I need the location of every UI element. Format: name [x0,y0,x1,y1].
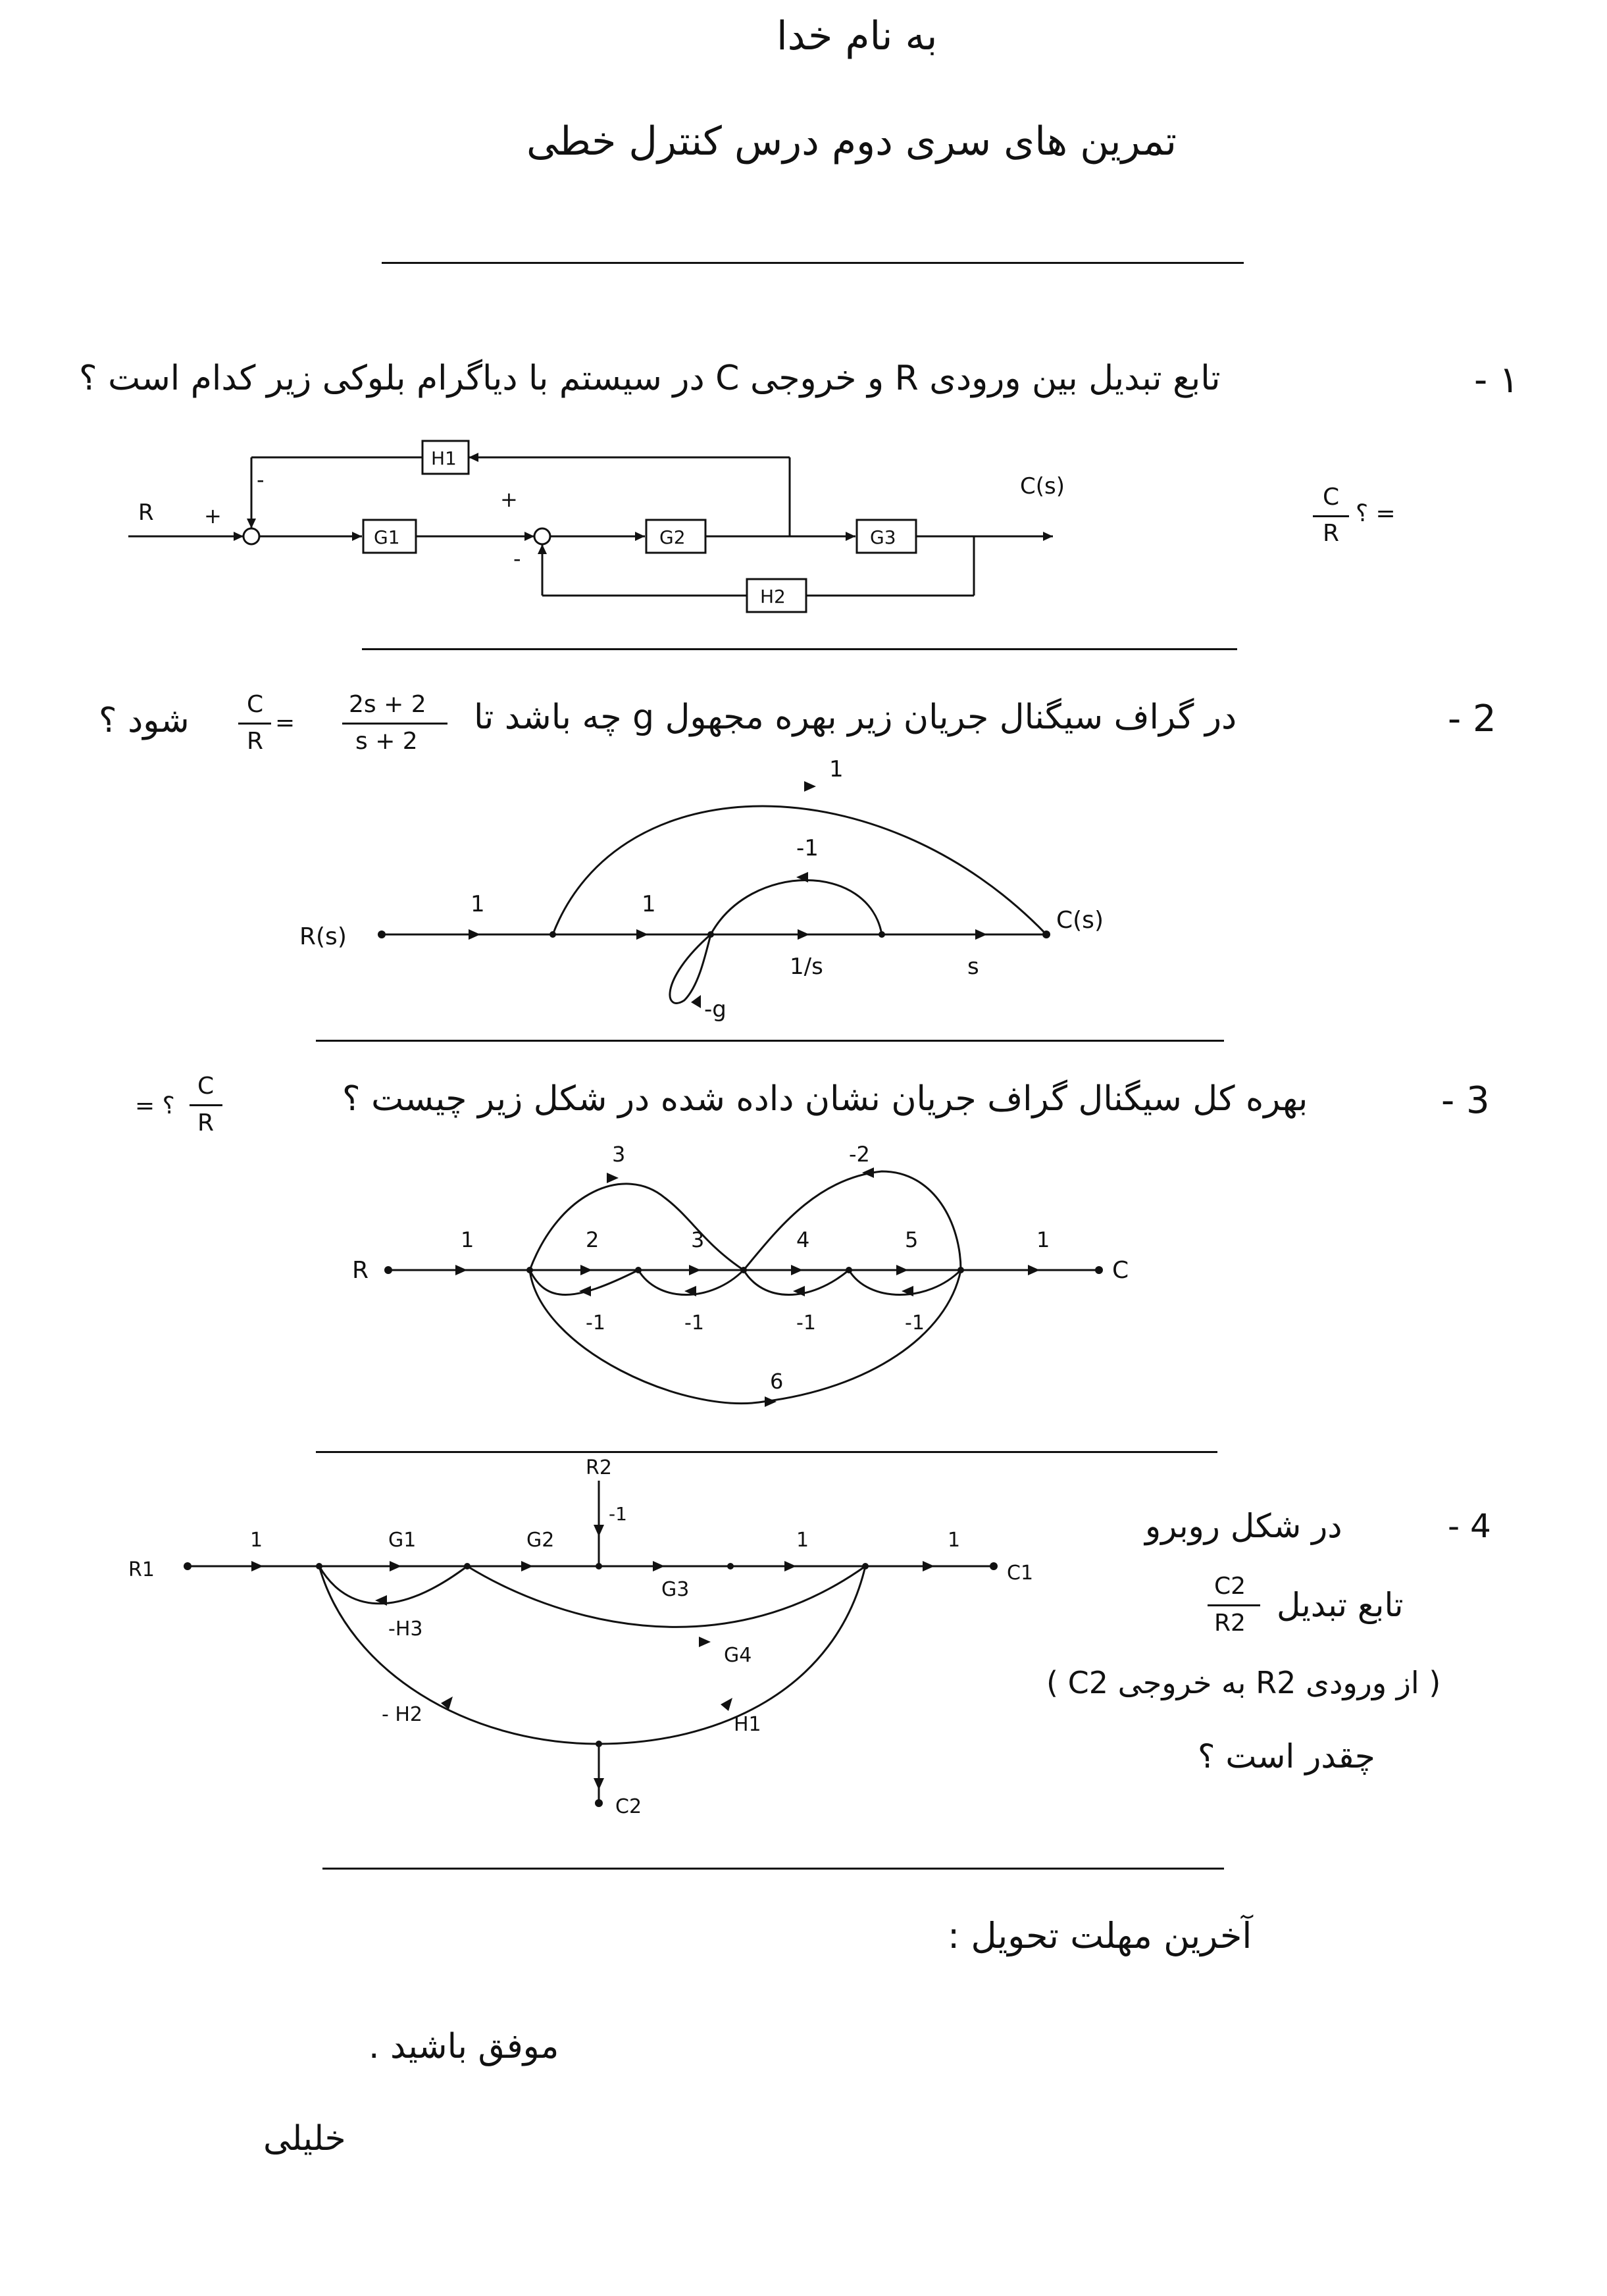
q4-ratio-den: R2 [1214,1610,1246,1637]
q4-r1-label: R1 [128,1558,155,1581]
question-1-number: ۱ - [1474,359,1519,401]
q2-input-label: R(s) [299,923,347,950]
q1-sum1-plus: + [204,503,222,528]
q3-gain-2: 2 [586,1227,599,1252]
q4-line-2: تابع تبدیل [1277,1586,1404,1624]
q4-line-1: در شکل روبرو [1145,1507,1342,1545]
q2-tail: شود ؟ [99,701,190,740]
q2-output-label: C(s) [1056,907,1104,934]
q1-block-g2: G2 [659,526,686,548]
q4-r2-label: R2 [586,1456,612,1479]
q1-block-g3: G3 [870,526,896,548]
signature: خلیلی [263,2119,346,2158]
q1-block-g1: G1 [374,526,400,548]
q3-gain-fb-3: -1 [796,1312,816,1335]
question-4-number: 4 - [1448,1507,1491,1545]
question-3-text: بهره کل سیگنال گراف جریان نشان داده شده در شکل زیر چیست ؟ [342,1079,1308,1119]
q3-gain-4: 4 [796,1227,810,1252]
q2-gain-in: 1 [471,891,485,917]
q1-block-diagram [118,421,1065,645]
divider [316,1451,1217,1453]
q3-ratio-prefix: ؟ = [135,1092,175,1119]
question-1-text: تابع تبدیل بین ورودی R و خروجی C در سیستم با دیاگرام بلوکی زیر کدام است ؟ [79,359,1221,398]
q2-gain-s: s [967,954,979,980]
q4-gain-h3: -H3 [388,1618,423,1641]
q3-output-label: C [1112,1257,1129,1284]
q3-input-label: R [352,1257,369,1284]
q1-ratio-den: R [1323,520,1340,547]
divider [362,648,1237,650]
q3-gain-in: 1 [461,1227,474,1252]
q4-gain-g1: G1 [388,1529,417,1552]
q3-gain-5: 5 [905,1227,919,1252]
q3-gain-bottom: 6 [770,1369,784,1394]
q2-ratio-num: C [247,691,264,718]
q1-ratio-suffix: = ؟ [1356,500,1396,527]
good-luck: موفق باشید . [369,2027,559,2066]
q1-sum1-minus: - [257,467,265,492]
q2-gain-integrator: 1/s [790,954,823,980]
q2-equals: = [275,709,295,736]
q3-ratio-den: R [197,1110,215,1136]
q1-block-h1: H1 [431,447,457,469]
q2-frac-den: s + 2 [355,728,418,755]
q3-gain-3: 3 [691,1227,705,1252]
q2-gain-mid: 1 [642,891,656,917]
q1-output-label: C(s) [1020,473,1065,499]
q2-frac-num: 2s + 2 [349,691,426,718]
page-title: تمرین های سری دوم درس کنترل خطی [526,118,1177,165]
q1-block-h2: H2 [760,586,786,607]
q3-gain-fb-4: -1 [905,1312,925,1335]
question-2-number: 2 - [1448,698,1496,740]
q3-gain-out: 1 [1036,1227,1050,1252]
q4-line-3: ( از ورودی R2 به خروجی C2 ) [1046,1665,1441,1700]
q3-signal-flow-graph [342,1138,1165,1428]
q4-gain-g2: G2 [526,1529,555,1552]
q2-ratio-den: R [247,728,264,755]
divider [322,1868,1224,1870]
q4-gain-one-b: 1 [948,1529,961,1552]
q3-gain-fb-1: -1 [586,1312,605,1335]
q2-gain-self-loop: -g [704,996,727,1023]
q4-line-4: چقدر است ؟ [1198,1737,1375,1775]
divider [382,262,1244,264]
q4-gain-one-a: 1 [796,1529,809,1552]
q3-ratio-num: C [197,1073,215,1100]
q2-signal-flow-graph [290,750,1165,1033]
q4-ratio-num: C2 [1214,1573,1246,1600]
q3-ratio-bar [190,1104,222,1106]
q2-ratio-bar [238,723,271,725]
q4-gain-in: 1 [250,1529,263,1552]
basmala: به نام خدا [777,13,938,59]
divider [316,1040,1224,1042]
q2-gain-feedback: -1 [796,835,819,861]
q1-input-label: R [138,499,154,526]
q1-sum2-plus: + [500,487,518,512]
q3-gain-fb-2: -1 [684,1312,704,1335]
q4-gain-h1: H1 [734,1713,761,1736]
q2-gain-top: 1 [829,756,844,782]
question-3-number: 3 - [1441,1079,1490,1122]
q2-frac-bar [342,723,447,725]
q4-gain-g3: G3 [661,1578,690,1601]
deadline-label: آخرین مهلت تحویل : [948,1915,1252,1956]
q3-gain-top-left: 3 [612,1142,626,1167]
q3-gain-top-right: -2 [849,1142,870,1167]
q1-sum2-minus: - [513,546,521,571]
q4-gain-g4: G4 [724,1644,752,1667]
q4-gain-h2: - H2 [382,1703,423,1726]
q4-gain-r2: -1 [609,1503,627,1525]
q4-signal-flow-graph [125,1454,1046,1823]
question-2-text: در گراف سیگنال جریان زیر بهره مجهول g چه باشد تا [474,698,1237,737]
q1-ratio-num: C [1323,484,1340,511]
q4-c2-label: C2 [615,1795,642,1818]
q1-ratio-bar [1313,515,1349,517]
q4-c1-label: C1 [1007,1562,1034,1585]
q4-ratio-bar [1208,1604,1260,1606]
